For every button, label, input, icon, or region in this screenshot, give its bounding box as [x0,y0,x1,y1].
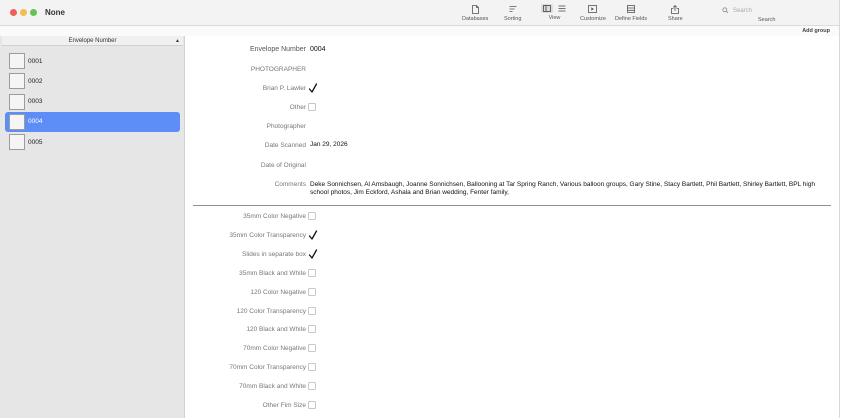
film-type-checkbox[interactable] [308,231,316,239]
other-label: Other [289,104,306,111]
comments-field[interactable]: Deke Sonnichsen, Al Amsbaugh, Joanne Sonnichsen, Ballooning at Tar Spring Ranch, Various balloon groups, Gary Stine, Stacy Bartlett, Phil Bartlett, Shirley Bartlett, BPL high school photos, Jim Eckford, Ashala and Brian wedding, Fenter family, [310,181,816,196]
sidebar-column-header[interactable] [2,36,183,46]
sorting-label: Sorting [504,16,522,22]
databases-label: Databases [462,16,489,22]
other-checkbox[interactable] [308,103,316,111]
film-type-label: 120 Color Transparency [236,307,306,315]
section-divider [193,205,831,206]
envelope-number-label: Envelope Number [249,46,306,53]
share-label: Share [668,16,683,22]
record-thumbnail [9,134,25,150]
list-view-icon[interactable] [556,4,568,13]
table-icon [627,4,635,14]
sidebar-view-icon[interactable] [541,4,553,13]
date-original-label: Date of Original [260,162,306,169]
record-list-item[interactable] [5,132,180,152]
minimize-window-button[interactable] [20,9,27,16]
record-thumbnail [9,73,25,89]
search-placeholder: Search [733,8,753,14]
sort-ascending-icon: ▲ [175,38,180,44]
customize-icon [588,4,597,14]
film-type-label: Slides in separate box [242,250,306,258]
group-bar [0,26,840,36]
record-label: 0001 [28,57,43,65]
film-type-checkbox[interactable] [308,401,316,409]
record-list-item[interactable] [5,71,180,91]
date-scanned-field[interactable]: Jan 29, 2026 [310,141,348,148]
film-type-label: 120 Black and White [246,326,306,334]
define-fields-label: Define Fields [615,16,648,22]
film-type-label: 35mm Black and White [239,269,306,277]
record-label: 0005 [28,138,43,146]
brian-lawler-checkbox[interactable] [308,84,316,92]
databases-button[interactable] [462,4,488,24]
close-window-button[interactable] [10,9,17,16]
sidebar-header-label: Envelope Number [68,38,117,44]
brian-lawler-label: Brian P. Lawler [262,85,306,92]
title-bar [0,0,840,26]
date-scanned-label: Date Scanned [264,142,306,149]
film-type-label: 70mm Black and White [239,383,306,391]
document-icon [472,4,479,14]
film-type-label: 35mm Color Transparency [229,231,306,239]
search-input[interactable] [722,6,812,16]
photographer-field-label: Photographer [266,123,306,130]
add-group-button[interactable]: Add group [802,28,830,34]
record-list-item[interactable] [5,112,180,132]
search-icon [722,7,730,16]
record-label: 0003 [28,98,43,106]
film-type-checkbox[interactable] [308,307,316,315]
share-button[interactable] [668,4,683,24]
view-control [541,4,568,24]
film-type-label: 70mm Color Transparency [229,364,306,372]
customize-label: Customize [580,16,606,22]
record-detail [186,36,840,418]
search-label: Search [758,17,776,23]
view-label: View [548,15,561,21]
record-list-item[interactable] [5,51,180,71]
film-type-checkbox[interactable] [308,382,316,390]
photographer-section-label: PHOTOGRAPHER [250,66,306,73]
share-icon [671,4,679,14]
film-type-label: 35mm Color Negative [243,213,306,220]
film-type-checkbox[interactable] [308,250,316,258]
record-list-item[interactable] [5,92,180,112]
film-type-checkbox[interactable] [308,212,316,220]
customize-button[interactable] [580,4,606,24]
film-type-checkbox[interactable] [308,288,316,296]
film-type-label: 70mm Color Negative [243,345,306,353]
record-thumbnail [9,94,25,110]
record-label: 0004 [28,118,43,126]
define-fields-button[interactable] [615,4,647,24]
film-type-checkbox[interactable] [308,344,316,352]
film-type-label: 120 Color Negative [250,288,306,296]
sort-lines-icon [509,4,517,14]
record-label: 0002 [28,77,43,85]
sorting-button[interactable] [504,4,521,24]
film-type-checkbox[interactable] [308,325,316,333]
zoom-window-button[interactable] [30,9,37,16]
record-sidebar [0,36,185,418]
comments-label: Comments [274,181,306,188]
film-type-label: Other Fim Size [262,402,306,409]
record-thumbnail [9,53,25,69]
record-thumbnail [9,114,25,130]
window-title: None [45,8,65,17]
film-type-checkbox[interactable] [308,363,316,371]
envelope-number-value[interactable]: 0004 [310,46,326,53]
film-type-checkbox[interactable] [308,269,316,277]
